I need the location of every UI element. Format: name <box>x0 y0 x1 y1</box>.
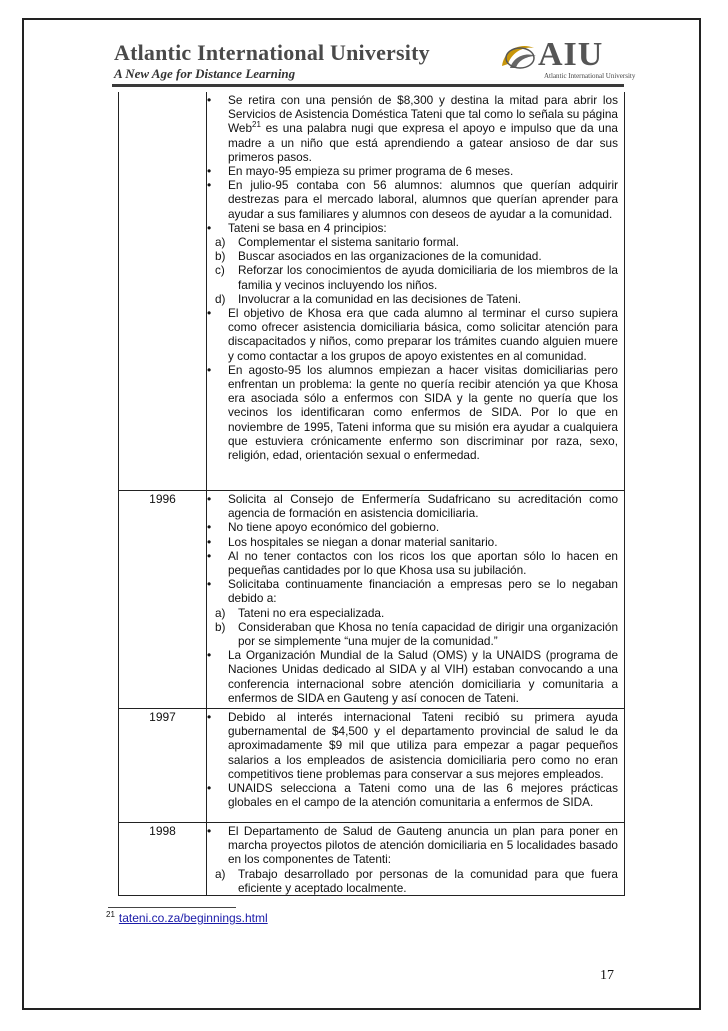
footnote-link[interactable]: tateni.co.za/beginnings.html <box>118 911 268 925</box>
year-cell: 1998 <box>149 824 176 838</box>
year-cell: 1996 <box>149 492 176 506</box>
lettered-item: d) Involucrar a la comunidad en las decisiones de Tateni. <box>215 291 522 306</box>
list-item: • Los hospitales se niegan a donar material sanitario. <box>208 535 618 549</box>
list-item: • Solicitaba continuamente financiación a empresas pero se lo negaban debido a: <box>208 577 618 605</box>
aiu-swoosh-icon <box>498 42 538 72</box>
lettered-item: b) Consideraban que Khosa no tenía capacidad de dirigir una organización por se simplemente “una mujer de la comunidad.” <box>215 619 618 649</box>
university-name: Atlantic International University <box>114 40 430 65</box>
list-item: • Tateni se basa en 4 principios: <box>208 221 618 235</box>
year-cell: 1997 <box>149 710 176 724</box>
list-item: • En agosto-95 los alumnos empiezan a hacer visitas domiciliarias pero enfrentan un problema: la gente no quería recibir atención ya que Khosa era asociada sólo a enfermos con SIDA y la gente no quería que los vecinos los identificaran como enfermos de SIDA. Por lo que en noviembre de 1995, Tateni informa que su misión era ayudar a cualquiera que estuviera crónicamente enfermo son discriminar por raza, sexo, religión, edad, orientación sexual o enfermedad. <box>208 363 618 462</box>
events-cell <box>208 824 618 895</box>
logo-subtitle: Atlantic International University <box>544 72 636 80</box>
logo-text: AIU <box>538 36 604 73</box>
list-item: • Debido al interés internacional Tateni recibió su primera ayuda gubernamental de $4,500 y el departamento provincial de salud le da aproximadamente $9 mil que utiliza para empezar a pagar pequeños salarios a los empleados de asistencia domiciliaria pero como no eran competitivos tiene problemas para conservar a sus mejores empleados. <box>208 710 618 781</box>
list-item: • UNAIDS selecciona a Tateni como una de las 6 mejores prácticas globales en el campo de la atención comunitaria a enfermos de SIDA. <box>208 781 618 809</box>
row-separator <box>119 708 624 709</box>
lettered-item: a) Complementar el sistema sanitario formal. <box>215 235 459 250</box>
events-cell <box>208 492 618 705</box>
list-item: • El objetivo de Khosa era que cada alumno al terminar el curso supiera como ofrecer asistencia domiciliaria básica, como solicitar atención para discapacitados y niños, como preparar los trámites cuando alguien muere y como contactar a los grupos de apoyo existentes en al comunidad. <box>208 306 618 363</box>
list-item: • En julio-95 contaba con 56 alumnos: alumnos que querían adquirir destrezas para el mercado laboral, alumnos que querían aprender para ayudar a sus familiares y alumnos con deseos de ayudar a la comunidad. <box>208 178 618 221</box>
lettered-item: c) Reforzar los conocimientos de ayuda domiciliaria de los miembros de la familia y vecinos incluyendo los niños. <box>215 263 618 292</box>
list-item: • Al no tener contactos con los ricos los que aportan sólo lo hacen en pequeñas cantidades por lo que Khosa usa su jubilación. <box>208 549 618 577</box>
footnote <box>106 910 268 926</box>
list-item: • La Organización Mundial de la Salud (OMS) y la UNAIDS (programa de Naciones Unidas dedicado al SIDA y al VIH) estaban convocando a una conferencia internacional sobre atención domiciliaria y comunitaria a enfermos de SIDA en Gauteng y así conocen de Tateni. <box>208 648 618 705</box>
list-item: • Solicita al Consejo de Enfermería Sudafricano su acreditación como agencia de formación en asistencia domiciliaria. <box>208 492 618 520</box>
list-item: • El Departamento de Salud de Gauteng anuncia un plan para poner en marcha proyectos pilotos de atención domiciliaria en 5 localidades basado en los componentes de Tatenti: <box>208 824 618 867</box>
list-item: • Se retira con una pensión de $8,300 y destina la mitad para abrir los Servicios de Asistencia Doméstica Tateni que tal como lo señala su página Web$^{21}$ es una palabra nugi que expresa el apoyo e impulso que da una madre a un niño que está aprendiendo a gatear ansioso de dar sus primeros pasos. <box>208 93 618 164</box>
footnote-rule <box>108 907 236 908</box>
footnote-number: 21 <box>106 910 115 919</box>
events-cell <box>208 710 618 809</box>
events-cell <box>208 93 618 462</box>
aiu-logo <box>494 36 636 82</box>
row-separator <box>119 490 624 491</box>
footnote-ref: 21 <box>252 120 261 130</box>
letterhead <box>112 36 636 90</box>
timeline-table <box>118 92 625 896</box>
header-rule <box>112 84 624 87</box>
page-number: 17 <box>600 968 614 983</box>
row-separator <box>119 822 624 823</box>
university-tagline: A New Age for Distance Learning <box>114 66 296 81</box>
list-item: • No tiene apoyo económico del gobierno. <box>208 520 618 534</box>
lettered-item: b) Buscar asociados en las organizaciones de la comunidad. <box>215 249 542 264</box>
lettered-item: a) Trabajo desarrollado por personas de la comunidad para que fuera eficiente y aceptado localmente. <box>215 866 618 895</box>
list-item: • En mayo-95 empieza su primer programa de 6 meses. <box>208 164 618 178</box>
lettered-item: a) Tateni no era especializada. <box>215 605 385 620</box>
